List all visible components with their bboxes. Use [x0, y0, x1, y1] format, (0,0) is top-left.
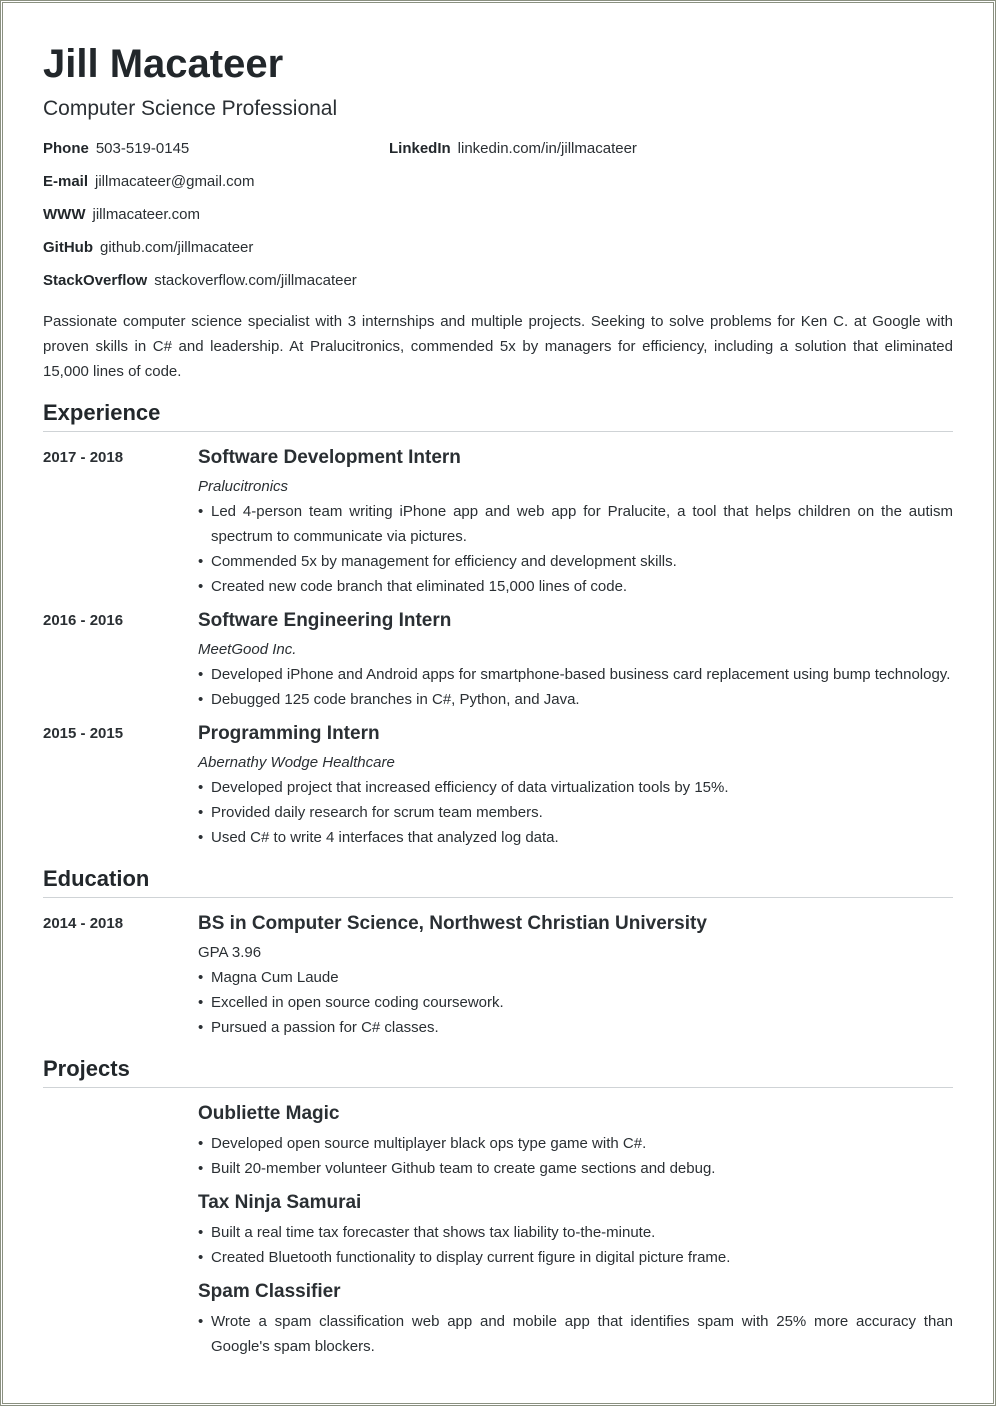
project-name: Spam Classifier: [198, 1281, 341, 1302]
projects-entry: [43, 1102, 953, 1359]
contact-stackoverflow: [43, 271, 357, 291]
project-name: Oubliette Magic: [198, 1103, 340, 1124]
bullet-item: • Pursued a passion for C# classes.: [198, 1015, 953, 1040]
contact-value: github.com/jillmacateer: [100, 239, 254, 256]
contact-label: StackOverflow: [43, 272, 148, 289]
bullet-item: • Developed iPhone and Android apps for smartphone-based business card replacement using bump technology.: [198, 662, 953, 687]
bullet-list: [198, 775, 953, 850]
bullet-item: • Magna Cum Laude: [198, 965, 953, 990]
section-heading-experience: Experience: [43, 399, 953, 432]
entry-dates: 2017 - 2018: [43, 449, 124, 466]
bullet-item: • Built a real time tax forecaster that shows tax liability to-the-minute.: [198, 1220, 953, 1245]
job-title: Software Engineering Intern: [198, 610, 452, 631]
bullet-list: [198, 499, 953, 599]
candidate-title: Computer Science Professional: [43, 97, 338, 120]
bullet-item: • Created new code branch that eliminated 15,000 lines of code.: [198, 574, 953, 599]
entry-body: [198, 722, 953, 850]
company-name: MeetGood Inc.: [198, 641, 297, 658]
bullet-list: [198, 1220, 953, 1270]
bullet-item: • Developed open source multiplayer black ops type game with C#.: [198, 1131, 953, 1156]
bullet-item: • Built 20-member volunteer Github team to create game sections and debug.: [198, 1156, 953, 1181]
entry-body: [198, 1102, 953, 1359]
contact-block: [43, 139, 953, 309]
contact-label: WWW: [43, 206, 86, 223]
section-heading-projects: Projects: [43, 1055, 953, 1088]
entry-dates: 2016 - 2016: [43, 612, 124, 629]
bullet-item: • Created Bluetooth functionality to display current figure in digital picture frame.: [198, 1245, 953, 1270]
experience-entry: [43, 722, 953, 850]
contact-email: [43, 172, 254, 192]
candidate-name: Jill Macateer: [43, 42, 284, 86]
bullet-list: [198, 1131, 953, 1181]
contact-value: 503-519-0145: [95, 140, 190, 157]
education-entry: [43, 912, 953, 1040]
company-name: Pralucitronics: [198, 478, 289, 495]
bullet-list: [198, 965, 953, 1040]
job-title: Software Development Intern: [198, 447, 461, 468]
project-name: Tax Ninja Samurai: [198, 1192, 362, 1213]
entry-body: [198, 912, 953, 1040]
project-item: [198, 1191, 953, 1270]
summary-paragraph: Passionate computer science specialist with 3 internships and multiple projects. Seeking to solve problems for Ken C. at Google with proven skills in C# and leadership. At Pralucitronics, commended 5x by managers for efficiency, including a solution that eliminated 15,000 lines of code.: [43, 313, 953, 380]
contact-label: LinkedIn: [389, 140, 451, 157]
bullet-item: • Used C# to write 4 interfaces that analyzed log data.: [198, 825, 953, 850]
contact-value: stackoverflow.com/jillmacateer: [154, 272, 357, 289]
contact-value: linkedin.com/in/jillmacateer: [457, 140, 637, 157]
contact-phone: [43, 139, 189, 159]
contact-github: [43, 238, 253, 258]
bullet-item: • Led 4-person team writing iPhone app and web app for Pralucite, a tool that helps children on the autism spectrum to communicate via pictures.: [198, 499, 953, 549]
project-item: [198, 1280, 953, 1359]
bullet-list: [198, 662, 953, 712]
experience-entry: [43, 446, 953, 599]
bullet-item: • Debugged 125 code branches in C#, Python, and Java.: [198, 687, 953, 712]
section-heading-education: Education: [43, 865, 953, 898]
job-title: Programming Intern: [198, 723, 380, 744]
degree-title: BS in Computer Science, Northwest Christian University: [198, 913, 707, 934]
resume-content: [43, 39, 953, 1359]
bullet-item: • Commended 5x by management for efficiency and development skills.: [198, 549, 953, 574]
contact-label: GitHub: [43, 239, 93, 256]
contact-linkedin: [389, 139, 637, 159]
experience-entry: [43, 609, 953, 712]
bullet-item: • Excelled in open source coding coursework.: [198, 990, 953, 1015]
entry-body: [198, 446, 953, 599]
entry-dates: 2015 - 2015: [43, 725, 124, 742]
entry-dates: 2014 - 2018: [43, 915, 124, 932]
contact-label: Phone: [43, 140, 89, 157]
company-name: Abernathy Wodge Healthcare: [198, 754, 395, 771]
entry-body: [198, 609, 953, 712]
bullet-item: • Wrote a spam classification web app and mobile app that identifies spam with 25% more accuracy than Google's spam blockers.: [198, 1309, 953, 1359]
project-item: [198, 1102, 953, 1181]
entry-dates-empty: [43, 1102, 198, 1359]
bullet-item: • Provided daily research for scrum team members.: [198, 800, 953, 825]
contact-label: E-mail: [43, 173, 89, 190]
bullet-list: [198, 1309, 953, 1359]
contact-value: jillmacateer.com: [92, 206, 201, 223]
contact-www: [43, 205, 200, 225]
bullet-item: • Developed project that increased efficiency of data virtualization tools by 15%.: [198, 775, 953, 800]
contact-value: jillmacateer@gmail.com: [95, 173, 255, 190]
gpa-text: GPA 3.96: [198, 944, 262, 961]
